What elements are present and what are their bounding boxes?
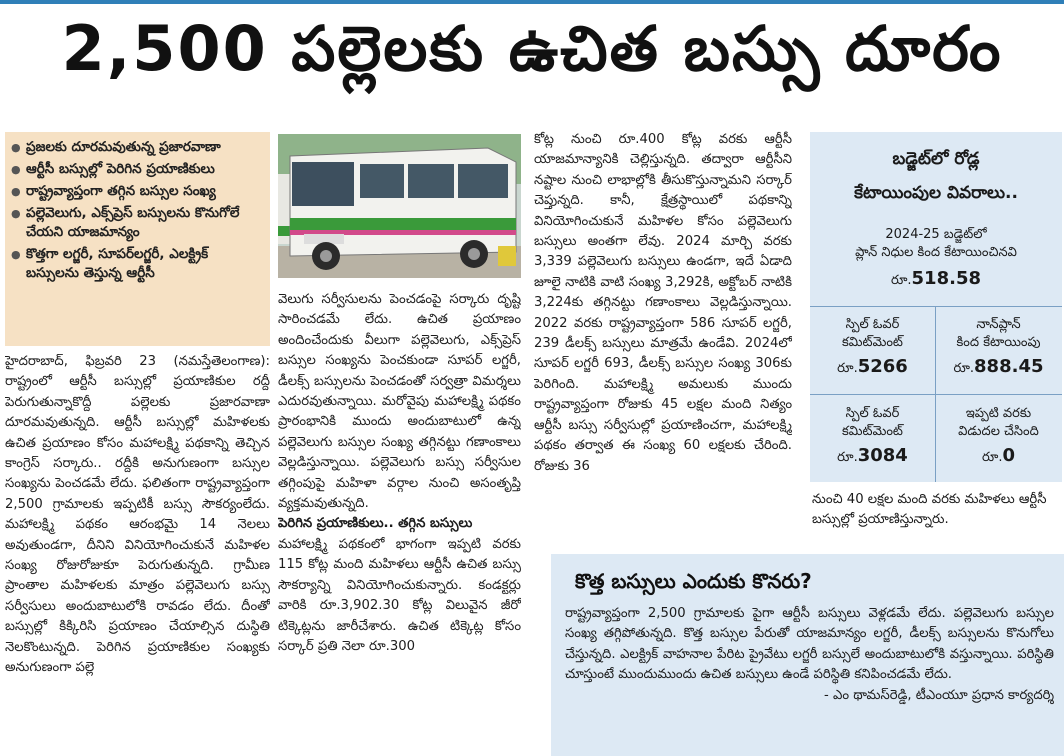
- article-text: కోట్ల నుంచి రూ.400 కోట్ల వరకు ఆర్టీసీ యాజమాన్యానికి చెల్లిస్తున్నది. తద్వారా ఆర్టీసీని నష్టాల నుంచి లాభాల్లోకి తీసుకొస్తున్నామని సర్కార్ చెప్తున్నది. కానీ, క్షేత్రస్థాయిలో పథకాన్ని వినియోగించుకునే మహిళల కోసం పల్లెవెలుగు బస్సులు అంతగా లేవు. 2024 మార్చి వరకు 3,339 పల్లెవెలుగు బస్సులు ఉండగా, ఇదే ఏడాది జూలై నాటికి వాటి సంఖ్య 3,292కి, అక్టోబర్ నాటికి 3,224కు తగ్గినట్టు గణాంకాలు వెల్లడిస్తున్నాయి. 2022 వరకు రాష్ట్రవ్యాప్తంగా 586 సూపర్ లగ్జరీ, 239 డీలక్స్ బస్సులు మాత్రమే ఉండేవి. 2024లో సూపర్ లగ్జరీ 693, డీలక్స్ బస్సుల సంఖ్య 306కు పెరిగింది. మహాలక్ష్మి అమలుకు ముందు రాష్ట్రవ్యాప్తంగా రోజుకు 45 లక్షల మంది నిత్యం ఆర్టీసీ బస్సు సర్వీసుల్లో ప్రయాణించగా, మహాలక్ష్మి పథకం తర్వాత ఈ సంఖ్య 60 లక్షలకు చేరింది. రోజుకు 36: [534, 132, 792, 474]
- highlight-item: ● రాష్ట్రవ్యాప్తంగా తగ్గిన బస్సుల సంఖ్య: [11, 182, 264, 201]
- highlights-box: [5, 132, 270, 346]
- budget-cell: [810, 395, 935, 482]
- rupee-prefix: రూ.: [837, 450, 858, 465]
- cell-label: విడుదల చేసింది: [958, 424, 1039, 439]
- budget-plan-value: [810, 266, 1062, 294]
- bus-photo: [278, 134, 521, 278]
- cell-label: స్పిల్ ఓవర్: [845, 317, 900, 332]
- article-text: హైదరాబాద్, ఫిబ్రవరి 23 (నమస్తేతెలంగాణ): రాష్ట్రంలో ఆర్టీసీ బస్సుల్లో ప్రయాణికుల రద్దీ పెరుగుతున్నాకొద్దీ పల్లెలకు ప్రజారవాణా దూరమవుతున్నది. ఆర్టీసీ బస్సుల్లో మహిళలకు ఉచిత ప్రయాణం కోసం మహాలక్ష్మి పథకాన్ని తెచ్చిన కాంగ్రెస్ సర్కారు.. రద్దీకి అనుగుణంగా బస్సుల సంఖ్యను పెంచడమే లేదు. ఫలితంగా రాష్ట్రవ్యాప్తంగా 2,500 గ్రామాలకు ఇప్పటికీ బస్సు సౌకర్యంలేదు. మహాలక్ష్మి పథకం ఆరంభమై 14 నెలలు అవుతుండగా, దీనిని వినియోగించుకునే మహిళల సంఖ్య రోజురోజుకూ పెరుగుతున్నది. గ్రామీణ ప్రాంతాల మహిళలకు మాత్రం పల్లెవెలుగు బస్సు సర్వీసులు అందుబాటులోకి రావడం లేదు. దీంతో బస్సుల్లో కిక్కిరిసి ప్రయాణం చేయాల్సిన దుస్థితి నెలకొంటున్నది. పెరిగిన ప్రయాణికుల సంఖ్యకు అనుగుణంగా పల్లె: [5, 354, 270, 676]
- budget-title: [810, 142, 1062, 210]
- article-column-3: [534, 130, 792, 540]
- amount-value: 3084: [857, 445, 908, 466]
- article-column-1: [5, 352, 270, 756]
- highlight-item: ● పల్లెవెలుగు, ఎక్స్‌ప్రెస్ బస్సులను కొనుగోలే చేయని యాజమాన్యం: [11, 204, 264, 242]
- highlight-item: ● ప్రజలకు దూరమవుతున్న ప్రజారవాణా: [11, 138, 264, 157]
- highlight-item: ● కొత్తగా లగ్జరీ, సూపర్‌లగ్జరీ, ఎలక్ట్రిక్ బస్సులను తెస్తున్న ఆర్టీసీ: [11, 245, 264, 283]
- cell-label: స్పిల్ ఓవర్: [845, 406, 900, 421]
- article-text: మహాలక్ష్మి పథకంలో భాగంగా ఇప్పటి వరకు 115 కోట్ల మంది మహిళలు ఆర్టీసీ ఉచిత బస్సు సౌకర్యాన్ని వినియోగించుకున్నారు. కండక్టర్లు వారికి రూ.3,902.30 కోట్ల విలువైన జీరో టిక్కెట్లను జారీచేశారు. ఉచిత టిక్కెట్ల కోసం సర్కార్ ప్రతి నెలా రూ.300: [278, 536, 521, 654]
- highlights-list: [11, 138, 264, 283]
- amount-value: 5266: [857, 356, 908, 377]
- cell-label: కింద కేటాయింపు: [956, 335, 1041, 350]
- budget-plan-line: ప్లాన్ నిధుల కింద కేటాయించినవి: [855, 245, 1017, 260]
- budget-cell: [810, 306, 935, 393]
- cell-value: [810, 443, 935, 471]
- highlight-item: ● ఆర్టీసీ బస్సుల్లో పెరిగిన ప్రయాణికులు: [11, 160, 264, 179]
- budget-title-line: బడ్జెట్‌లో రోడ్ల: [892, 149, 980, 169]
- cell-label: ఇప్పటి వరకు: [965, 406, 1032, 421]
- why-text: రాష్ట్రవ్యాప్తంగా 2,500 గ్రామాలకు పైగా ఆర్టీసీ బస్సులు వెళ్లడమే లేదు. పల్లెవెలుగు బస్సుల సంఖ్య తగ్గిపోతున్నది. కొత్త బస్సుల పేరుతో యాజమాన్యం లగ్జరీ, డీలక్స్ బస్సులను కొనుగోలు చేస్తున్నది. ఎలక్ట్రిక్ వాహనాల పేరిట ప్రైవేటు లగ్జరీ బస్సులే అందుబాటులోకి వస్తున్నాయి. పరిస్థితి చూస్తుంటే ముందుముందు ఉచిత బస్సులు ఉండే పరిస్థితి కనిపించడమే లేదు.: [565, 606, 1054, 683]
- cell-label: కమిట్‌మెంట్: [842, 424, 903, 439]
- cell-label: నాన్‌ప్లాన్: [976, 317, 1021, 332]
- budget-plan-line: 2024-25 బడ్జెట్‌లో: [885, 227, 987, 242]
- why-box: [551, 554, 1064, 756]
- rupee-prefix: రూ.: [981, 450, 1003, 465]
- page-headline: 2,500 పల్లెలకు ఉచిత బస్సు దూరం: [61, 12, 1003, 85]
- amount-value: 0: [1002, 445, 1016, 466]
- budget-plan-label: [810, 226, 1062, 262]
- article-text: వెలుగు సర్వీసులను పెంచడంపై సర్కారు దృష్టి సారించడమే లేదు. ఉచిత ప్రయాణం అందించేందుకు వీలుగా పల్లెవెలుగు, ఎక్స్‌ప్రెస్ బస్సుల సంఖ్యను పెంచకుండా సూపర్ లగ్జరీ, డీలక్స్ బస్సులను పెంచడంతో సర్వత్రా విమర్శలు ఎదురవుతున్నాయి. మరోవైపు మహాలక్ష్మి పథకం ప్రారంభానికి ముందు అందుబాటులో ఉన్న పల్లెవెలుగు బస్సుల సంఖ్య తగ్గినట్టు గణాంకాలు వెల్లడిస్తున్నాయి. పల్లెవెలుగు బస్సు సర్వీసుల తగ్గింపుపై మహిళా వర్గాల నుంచి అసంతృప్తి వ్యక్తమవుతున్నది.: [278, 292, 521, 512]
- budget-cell: [936, 306, 1061, 393]
- rupee-prefix: రూ.: [837, 361, 858, 376]
- amount-value: 888.45: [974, 356, 1044, 377]
- cell-value: [810, 354, 935, 382]
- rupee-prefix: రూ.: [953, 361, 975, 376]
- budget-info-box: [810, 132, 1062, 482]
- cell-value: [936, 354, 1061, 382]
- why-title: కొత్త బస్సులు ఎందుకు కొనరు?: [575, 569, 812, 593]
- amount-value: 518.58: [911, 268, 981, 289]
- budget-title-line: కేటాయింపుల వివరాలు..: [854, 183, 1018, 203]
- article-column-2: [278, 290, 521, 756]
- why-author: - ఎం థామస్‌రెడ్డి, టీఎంయూ ప్రధాన కార్యదర్శి: [824, 687, 1054, 703]
- top-accent-bar: [0, 0, 1064, 4]
- budget-grid: [810, 306, 1062, 482]
- budget-cell: [936, 395, 1061, 482]
- cell-value: [936, 443, 1061, 471]
- rupee-prefix: రూ.: [891, 273, 912, 288]
- article-subhead: పెరిగిన ప్రయాణికులు.. తగ్గిన బస్సులు: [278, 516, 473, 532]
- article-column-4-tail: నుంచి 40 లక్షల మంది వరకు మహిళలు ఆర్టీసీ బస్సుల్లో ప్రయాణిస్తున్నారు.: [812, 492, 1047, 528]
- cell-label: కమిట్‌మెంట్: [842, 335, 903, 350]
